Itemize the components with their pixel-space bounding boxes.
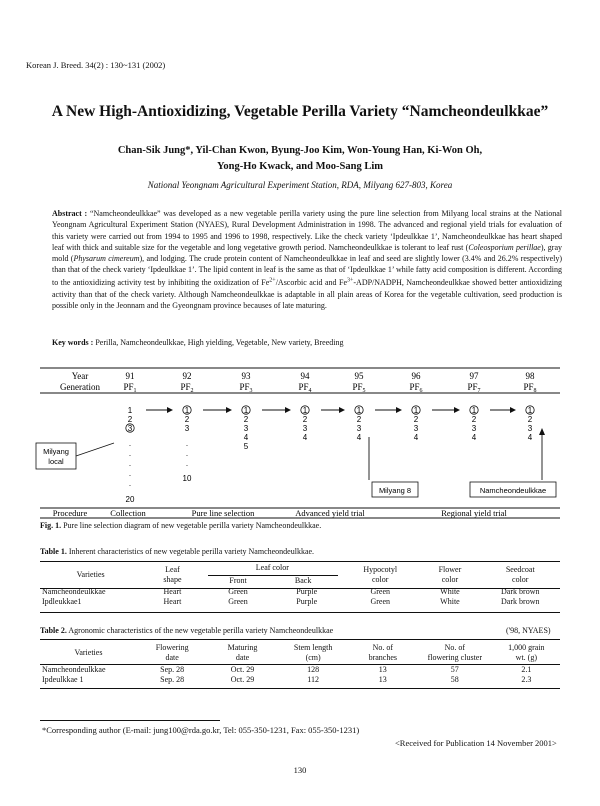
procedure-stage: Regional yield trial bbox=[441, 508, 507, 518]
table-2-label: Table 2. bbox=[40, 626, 67, 635]
t1-header-seedcoat: Seedcoat color bbox=[505, 565, 535, 584]
selection-number: 10 bbox=[182, 474, 192, 483]
procedure-stage: Pure line selection bbox=[191, 508, 255, 518]
figure-1-caption bbox=[40, 521, 321, 530]
right-arrow-icon bbox=[339, 407, 345, 413]
selection-number: 2 bbox=[413, 415, 419, 424]
ellipsis-dot: . bbox=[128, 449, 132, 458]
t1-header-front: Front bbox=[229, 576, 247, 585]
table-2-bottom-rule bbox=[40, 688, 560, 689]
ellipsis-dot: . bbox=[128, 459, 132, 468]
generation-value: $PF_5$ bbox=[352, 382, 366, 394]
year-value: 98 bbox=[525, 371, 535, 381]
year-value: 97 bbox=[469, 371, 479, 381]
selection-number: 1 bbox=[527, 406, 533, 415]
selection-number: 2 bbox=[527, 415, 533, 424]
selection-number: 1 bbox=[127, 406, 133, 415]
t2-header-maturing: Maturing date bbox=[227, 642, 258, 662]
selection-number: 2 bbox=[356, 415, 362, 424]
ellipsis-dot: . bbox=[185, 449, 189, 458]
ellipsis-dot: . bbox=[128, 439, 132, 448]
selection-number: 4 bbox=[243, 433, 249, 442]
table-cell: Green bbox=[370, 597, 390, 606]
table-cell: 13 bbox=[378, 675, 387, 684]
year-value: 94 bbox=[300, 371, 310, 381]
table-cell: 13 bbox=[378, 665, 387, 674]
table-1-label: Table 1. bbox=[40, 547, 67, 556]
selection-number: 4 bbox=[302, 433, 308, 442]
table-cell: Heart bbox=[163, 597, 182, 606]
selection-number: 3 bbox=[243, 424, 249, 433]
milyang-local-label: Milyang bbox=[43, 447, 69, 456]
milyang8-label: Milyang 8 bbox=[378, 486, 412, 495]
figure-caption-label: Fig. 1. bbox=[40, 521, 62, 530]
t1-header-hypocotyl: Hypocotyl color bbox=[363, 565, 398, 584]
right-arrow-icon bbox=[396, 407, 402, 413]
generation-value: $PF_2$ bbox=[180, 382, 194, 394]
selection-number: 4 bbox=[471, 433, 477, 442]
selection-number: 1 bbox=[243, 406, 249, 415]
t1-header-leaf-color bbox=[204, 564, 341, 586]
year-value: 91 bbox=[125, 371, 135, 381]
t1-header-leaf-color-label: Leaf color bbox=[255, 563, 289, 572]
table-cell: Dark brown bbox=[501, 597, 540, 606]
right-arrow-icon bbox=[167, 407, 173, 413]
keywords-text: Perilla, Namcheondeulkkae, High yielding, Vegetable, New variety, Breeding bbox=[95, 338, 344, 347]
selection-number: 2 bbox=[243, 415, 249, 424]
selection-number: 4 bbox=[527, 433, 533, 442]
milyang-local-label: local bbox=[48, 457, 64, 466]
generation-value: $PF_6$ bbox=[409, 382, 423, 394]
selection-number: 3 bbox=[413, 424, 419, 433]
right-arrow-icon bbox=[226, 407, 232, 413]
journal-citation: Korean J. Breed. 34(2) : 130~131 (2002) bbox=[26, 60, 166, 70]
authors-line-1: Chan-Sik Jung*, Yil-Chan Kwon, Byung-Joo Kim, Won-Young Han, Ki-Won Oh, bbox=[117, 145, 483, 156]
year-value: 93 bbox=[241, 371, 251, 381]
selection-number: 2 bbox=[184, 415, 190, 424]
table-row bbox=[40, 665, 560, 675]
t2-header-flowering-cluster: No. of flowering cluster bbox=[427, 642, 483, 662]
t2-header-grain-wt: 1,000 grain wt. (g) bbox=[508, 642, 545, 662]
table-cell: White bbox=[440, 597, 460, 606]
table-cell: Ipdleukkae1 bbox=[42, 597, 82, 606]
selection-number: 4 bbox=[356, 433, 362, 442]
t2-header-branches: No. of branches bbox=[368, 642, 398, 662]
table-cell: Dark brown bbox=[501, 587, 540, 596]
t1-header-varieties: Varieties bbox=[76, 570, 105, 579]
table-row bbox=[40, 675, 560, 685]
table-cell: Purple bbox=[296, 587, 318, 596]
table-1-caption bbox=[40, 547, 314, 556]
table-cell: 58 bbox=[450, 675, 459, 684]
generation-value: $PF_3$ bbox=[239, 382, 253, 394]
abstract-label: Abstract : bbox=[52, 209, 88, 218]
paper-title: A New High-Antioxidizing, Vegetable Perilla Variety “Namcheondeulkkae” bbox=[51, 103, 549, 120]
year-value: 96 bbox=[411, 371, 421, 381]
table-cell: Green bbox=[228, 587, 248, 596]
table-row bbox=[40, 587, 560, 597]
abstract-text: “Namcheondeulkkae” was developed as a new vegetable perilla variety using the pure line selection from Milyang local strains at the National Yeongnam Agricultural Experiment Station (NYAES), Rural Development Administration in 1998. The advanced and regional yield trials for evaluation of this variety were carried out from 1994 to 1995 and 1996 to 1998, respectively. Like the check variety ‘Ipdeulkkae 1’, Namcheondeulkkae has heart shaped leaf with thick and suitable size for the vegetable and long vegetative growth period. Namcheondeulkkae is tolerant to leaf rust (Coleosporium perillae), gray mold (Physarum cimereum), and lodging. The crude protein content of Namcheondeulkkae in leaf and seed are slightly lower (3.4% and 26.2% respectively) than that of the check variety ‘Ipdeulkkae 1’. The lipid content in leaf is the same as that of ‘Ipdeulkkae 1’ while fatty acid composition is different. According to the antioxidizing activity test by inhibiting the oxidization of $Fe^{2+}$/Ascorbic acid and $Fe^{3+}-ADP$/NADPH, Namcheondeulkkae showed better antioxidizing activity than that of the check variety. Although Namcheondeulkkae is adaptable in all plain areas of Korea for the vegetable cultivation, seed production is possible only in the Jeonnam and the Gyeongnam province becauses of late maturing. bbox=[52, 209, 563, 311]
ellipsis-dot: . bbox=[128, 469, 132, 478]
generation-value: $PF_8$ bbox=[523, 382, 537, 394]
procedure-stage: Advanced yield trial bbox=[295, 508, 365, 518]
table-1 bbox=[40, 564, 560, 607]
table-2-caption bbox=[40, 626, 333, 635]
table-2-top-rule bbox=[40, 639, 560, 640]
ellipsis-dot: . bbox=[128, 479, 132, 488]
namcheondeulkkae-label: Namcheondeulkkae bbox=[479, 486, 547, 495]
table-cell: 112 bbox=[307, 675, 319, 684]
selection-number: 3 bbox=[356, 424, 362, 433]
table-cell: Namcheondeulkkae bbox=[42, 665, 106, 674]
table-cell: Ipdeulkkae 1 bbox=[42, 675, 84, 684]
origin-connector-line bbox=[76, 443, 114, 456]
table-cell: Green bbox=[370, 587, 390, 596]
year-label: Year bbox=[71, 371, 89, 381]
table-cell: Green bbox=[228, 597, 248, 606]
table-cell: Purple bbox=[296, 597, 318, 606]
generation-value: $PF_1$ bbox=[123, 382, 137, 394]
keywords-label: Key words : bbox=[52, 338, 94, 347]
corresponding-author-footnote: *Corresponding author (E-mail: jung100@rda.go.kr, Tel: 055-350-1231, Fax: 055-350-1231) bbox=[42, 725, 360, 735]
table-cell: Oct. 29 bbox=[230, 665, 255, 674]
footnote-rule bbox=[40, 720, 220, 721]
table-cell: 2.1 bbox=[521, 665, 532, 674]
selection-number: 1 bbox=[356, 406, 362, 415]
table-1-top-rule bbox=[40, 561, 560, 562]
table-2-caption-text: Agronomic characteristics of the new vegetable perilla variety Namcheondeulkkae bbox=[68, 626, 334, 635]
table-cell: 2.3 bbox=[521, 675, 532, 684]
t1-subheaders bbox=[206, 576, 339, 586]
selection-number: 3 bbox=[127, 424, 133, 433]
t1-header-back: Back bbox=[294, 576, 312, 585]
selection-number: 3 bbox=[302, 424, 308, 433]
table-cell: Sep. 28 bbox=[160, 675, 185, 684]
t1-header-flower: Flower color bbox=[438, 565, 462, 584]
generation-value: $PF_7$ bbox=[467, 382, 481, 394]
up-arrow-icon bbox=[539, 428, 545, 435]
table-cell: Oct. 29 bbox=[230, 675, 255, 684]
right-arrow-icon bbox=[454, 407, 460, 413]
table-cell: White bbox=[440, 587, 460, 596]
selection-number: 5 bbox=[243, 442, 249, 451]
selection-number: 3 bbox=[527, 424, 533, 433]
table-2-source: ('98, NYAES) bbox=[506, 626, 551, 635]
selection-number: 4 bbox=[413, 433, 419, 442]
generation-value: $PF_4$ bbox=[298, 382, 312, 394]
selection-number: 3 bbox=[184, 424, 190, 433]
procedure-label: Procedure bbox=[52, 508, 88, 518]
t2-header-stem-length: Stem length (cm) bbox=[293, 642, 333, 662]
selection-number: 1 bbox=[413, 406, 419, 415]
page-number: 130 bbox=[293, 765, 307, 775]
right-arrow-icon bbox=[285, 407, 291, 413]
selection-number: 2 bbox=[127, 415, 133, 424]
t2-header-flowering: Flowering date bbox=[155, 642, 189, 662]
generation-label: Generation bbox=[60, 382, 100, 392]
table-cell: Heart bbox=[163, 587, 182, 596]
year-value: 95 bbox=[354, 371, 364, 381]
selection-number: 2 bbox=[302, 415, 308, 424]
selection-number: 2 bbox=[471, 415, 477, 424]
table-cell: Sep. 28 bbox=[160, 665, 185, 674]
figure-caption-text: Pure line selection diagram of new vegetable perilla variety Namcheondeulkkae. bbox=[63, 521, 322, 530]
table-1-caption-text: Inherent characteristics of new vegetable perilla variety Namcheondeulkkae. bbox=[68, 547, 315, 556]
procedure-stage: Collection bbox=[110, 508, 146, 518]
selection-number: 1 bbox=[302, 406, 308, 415]
table-1-bottom-rule bbox=[40, 612, 560, 613]
table-cell: 128 bbox=[307, 665, 320, 674]
selection-number: 1 bbox=[471, 406, 477, 415]
table-cell: 57 bbox=[450, 665, 459, 674]
right-arrow-icon bbox=[510, 407, 516, 413]
t1-header-leaf-shape: Leaf shape bbox=[163, 565, 182, 584]
year-value: 92 bbox=[182, 371, 192, 381]
ellipsis-dot: . bbox=[185, 459, 189, 468]
selection-number: 1 bbox=[184, 406, 190, 415]
affiliation: National Yeongnam Agricultural Experiment Station, RDA, Milyang 627-803, Korea bbox=[147, 180, 453, 190]
selection-number: 3 bbox=[471, 424, 477, 433]
table-row bbox=[40, 597, 560, 607]
table-cell: Namcheondeulkkae bbox=[42, 587, 106, 596]
ellipsis-dot: . bbox=[185, 439, 189, 448]
selection-number: 20 bbox=[125, 495, 135, 504]
t2-header-varieties: Varieties bbox=[74, 647, 103, 657]
authors-line-2: Yong-Ho Kwack, and Moo-Sang Lim bbox=[217, 161, 383, 172]
received-date: <Received for Publication 14 November 2001> bbox=[395, 738, 557, 748]
table-2 bbox=[40, 641, 560, 685]
